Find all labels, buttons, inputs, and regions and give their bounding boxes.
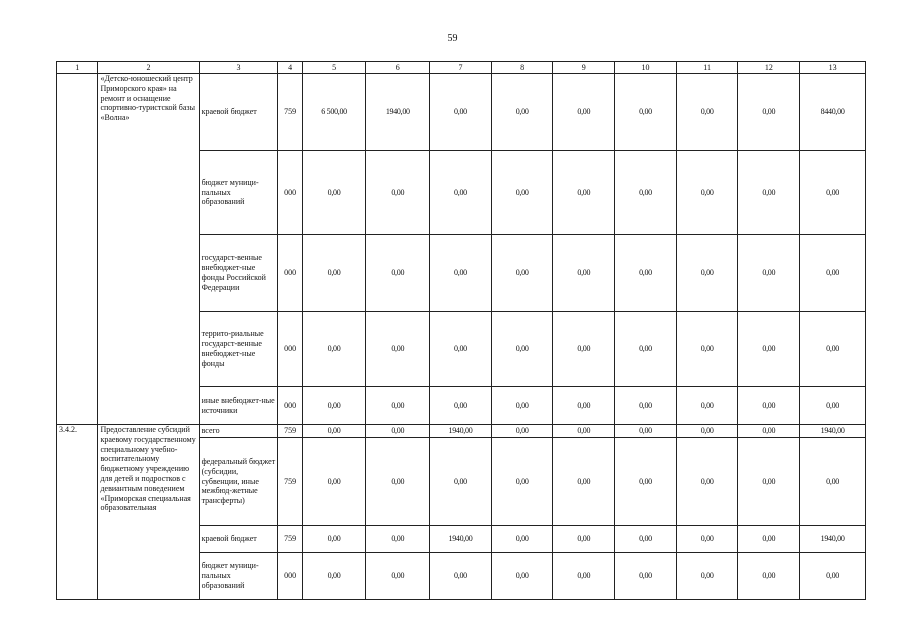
amount-cell: 0,00	[800, 387, 866, 425]
amount-cell: 0,00	[491, 526, 553, 553]
funding-source: государст-венные внебюджет-ные фонды Российской Федерации	[199, 235, 278, 312]
amount-cell: 0,00	[676, 553, 738, 600]
funding-source: бюджет муници-пальных образований	[199, 553, 278, 600]
amount-cell: 0,00	[738, 74, 800, 151]
amount-cell: 0,00	[676, 312, 738, 387]
amount-cell: 0,00	[491, 387, 553, 425]
amount-cell: 0,00	[553, 553, 615, 600]
amount-cell: 0,00	[430, 74, 492, 151]
column-header: 5	[302, 62, 366, 74]
amount-cell: 0,00	[430, 387, 492, 425]
amount-cell: 0,00	[366, 151, 430, 235]
amount-cell: 0,00	[738, 235, 800, 312]
amount-cell: 0,00	[615, 438, 677, 526]
amount-cell: 6 500,00	[302, 74, 366, 151]
amount-cell: 0,00	[738, 526, 800, 553]
amount-cell: 0,00	[738, 312, 800, 387]
amount-cell: 0,00	[430, 553, 492, 600]
amount-cell: 0,00	[738, 553, 800, 600]
amount-cell: 0,00	[800, 151, 866, 235]
amount-cell: 0,00	[430, 151, 492, 235]
funding-source: федеральный бюджет (субсидии, субвенции, иные межбюд-жетные трансферты)	[199, 438, 278, 526]
budget-code: 000	[278, 553, 302, 600]
amount-cell: 0,00	[430, 235, 492, 312]
amount-cell: 0,00	[302, 425, 366, 438]
amount-cell: 0,00	[553, 235, 615, 312]
item-number: 3.4.2.	[57, 425, 98, 600]
amount-cell: 0,00	[800, 553, 866, 600]
amount-cell: 0,00	[738, 151, 800, 235]
column-header: 2	[98, 62, 199, 74]
amount-cell: 0,00	[366, 553, 430, 600]
amount-cell: 0,00	[491, 425, 553, 438]
amount-cell: 0,00	[615, 425, 677, 438]
column-number-row	[57, 62, 866, 74]
amount-cell: 0,00	[302, 312, 366, 387]
column-header: 7	[430, 62, 492, 74]
amount-cell: 1940,00	[430, 526, 492, 553]
amount-cell: 0,00	[366, 438, 430, 526]
budget-code: 000	[278, 235, 302, 312]
amount-cell: 0,00	[800, 438, 866, 526]
amount-cell: 0,00	[615, 553, 677, 600]
budget-table	[56, 61, 866, 600]
amount-cell: 0,00	[553, 151, 615, 235]
table-body	[57, 62, 866, 600]
column-header: 4	[278, 62, 302, 74]
amount-cell: 1940,00	[430, 425, 492, 438]
amount-cell: 0,00	[302, 526, 366, 553]
amount-cell: 1940,00	[800, 526, 866, 553]
amount-cell: 0,00	[366, 526, 430, 553]
amount-cell: 0,00	[615, 387, 677, 425]
amount-cell: 0,00	[302, 151, 366, 235]
budget-code: 000	[278, 387, 302, 425]
budget-code: 000	[278, 151, 302, 235]
amount-cell: 0,00	[615, 151, 677, 235]
amount-cell: 0,00	[491, 553, 553, 600]
amount-cell: 0,00	[676, 235, 738, 312]
budget-code: 000	[278, 312, 302, 387]
column-header: 3	[199, 62, 278, 74]
item-description: «Детско-юношеский центр Приморского края» на ремонт и оснащение спортивно-туристской базы «Волна»	[98, 74, 199, 425]
amount-cell: 0,00	[491, 312, 553, 387]
amount-cell: 0,00	[615, 74, 677, 151]
funding-source: бюджет муници-пальных образований	[199, 151, 278, 235]
amount-cell: 0,00	[676, 526, 738, 553]
funding-source: краевой бюджет	[199, 526, 278, 553]
amount-cell: 0,00	[800, 235, 866, 312]
amount-cell: 0,00	[302, 438, 366, 526]
amount-cell: 0,00	[738, 438, 800, 526]
amount-cell: 1940,00	[366, 74, 430, 151]
amount-cell: 0,00	[615, 235, 677, 312]
amount-cell: 0,00	[676, 387, 738, 425]
table-row	[57, 74, 866, 151]
budget-code: 759	[278, 74, 302, 151]
amount-cell: 0,00	[553, 74, 615, 151]
item-number	[57, 74, 98, 425]
amount-cell: 0,00	[738, 425, 800, 438]
amount-cell: 0,00	[491, 438, 553, 526]
amount-cell: 0,00	[800, 312, 866, 387]
amount-cell: 0,00	[491, 235, 553, 312]
amount-cell: 0,00	[366, 387, 430, 425]
funding-source: террито-риальные государст-венные внебюджет-ные фонды	[199, 312, 278, 387]
amount-cell: 0,00	[676, 438, 738, 526]
column-header: 11	[676, 62, 738, 74]
amount-cell: 0,00	[553, 438, 615, 526]
column-header: 13	[800, 62, 866, 74]
page-number: 59	[447, 33, 458, 44]
amount-cell: 0,00	[302, 387, 366, 425]
amount-cell: 0,00	[430, 438, 492, 526]
budget-code: 759	[278, 438, 302, 526]
amount-cell: 0,00	[366, 312, 430, 387]
amount-cell: 0,00	[366, 425, 430, 438]
amount-cell: 0,00	[738, 387, 800, 425]
column-header: 9	[553, 62, 615, 74]
amount-cell: 0,00	[553, 526, 615, 553]
amount-cell: 0,00	[302, 235, 366, 312]
amount-cell: 0,00	[676, 425, 738, 438]
amount-cell: 0,00	[676, 151, 738, 235]
amount-cell: 0,00	[366, 235, 430, 312]
amount-cell: 0,00	[430, 312, 492, 387]
column-header: 12	[738, 62, 800, 74]
budget-code: 759	[278, 425, 302, 438]
budget-code: 759	[278, 526, 302, 553]
amount-cell: 1940,00	[800, 425, 866, 438]
table-row	[57, 425, 866, 438]
amount-cell: 0,00	[615, 526, 677, 553]
amount-cell: 0,00	[553, 425, 615, 438]
amount-cell: 0,00	[615, 312, 677, 387]
funding-source: всего	[199, 425, 278, 438]
column-header: 6	[366, 62, 430, 74]
amount-cell: 8440,00	[800, 74, 866, 151]
amount-cell: 0,00	[553, 387, 615, 425]
amount-cell: 0,00	[491, 151, 553, 235]
amount-cell: 0,00	[553, 312, 615, 387]
funding-source: иные внебюджет-ные источники	[199, 387, 278, 425]
amount-cell: 0,00	[302, 553, 366, 600]
column-header: 8	[491, 62, 553, 74]
item-description: Предоставление субсидий краевому государственному специальному учебно-воспитательному бюджетному учреждению для детей и подростков с девиантным поведением «Приморская специальная образовательная	[98, 425, 199, 600]
amount-cell: 0,00	[676, 74, 738, 151]
column-header: 1	[57, 62, 98, 74]
amount-cell: 0,00	[491, 74, 553, 151]
funding-source: краевой бюджет	[199, 74, 278, 151]
column-header: 10	[615, 62, 677, 74]
